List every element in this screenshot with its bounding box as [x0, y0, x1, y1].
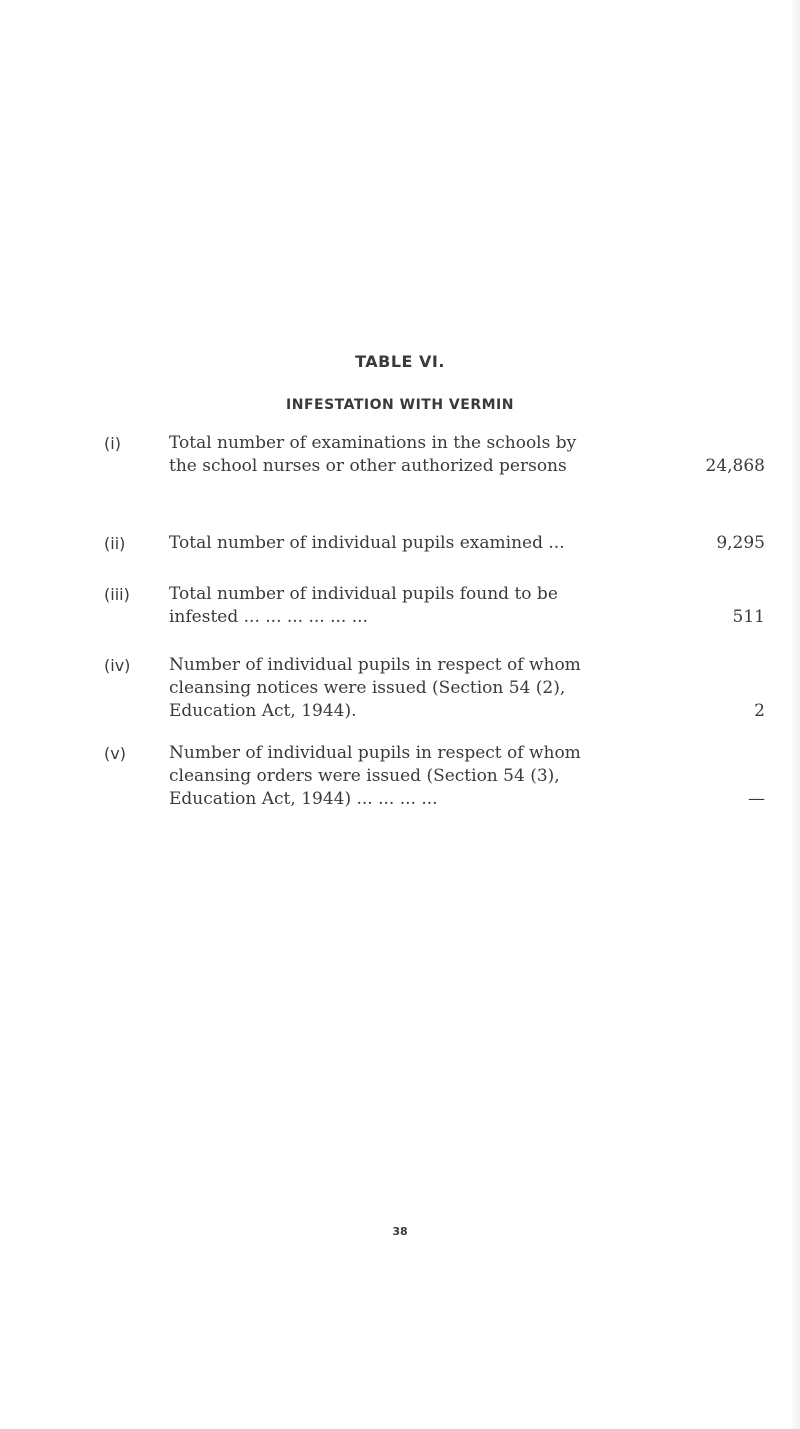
item-value: 511 — [732, 607, 765, 627]
item-text-line: cleansing orders were issued (Section 54 (3), — [169, 766, 560, 786]
table-subtitle: INFESTATION WITH VERMIN — [286, 397, 514, 413]
page-number: 38 — [392, 1225, 408, 1238]
item-number: (iv) — [104, 656, 131, 675]
item-number: (i) — [104, 434, 121, 453]
item-text-line: the school nurses or other authorized persons — [169, 456, 567, 476]
item-text-line: Education Act, 1944). — [169, 701, 357, 721]
item-description — [169, 432, 689, 478]
page-edge-shadow — [790, 0, 800, 1429]
item-text-line: Education Act, 1944) ... ... ... ... — [169, 789, 438, 809]
item-description — [169, 532, 689, 555]
item-number: (iii) — [104, 585, 130, 604]
item-text-line: cleansing notices were issued (Section 54 (2), — [169, 678, 566, 698]
item-description — [169, 654, 689, 723]
item-value: 2 — [754, 701, 765, 721]
item-text-line: infested ... ... ... ... ... ... — [169, 607, 368, 627]
item-description — [169, 583, 689, 629]
item-value: 24,868 — [705, 456, 765, 476]
item-text-line: Total number of individual pupils found to be — [169, 584, 558, 604]
item-value: 9,295 — [716, 533, 765, 553]
item-description — [169, 742, 689, 811]
item-number: (v) — [104, 744, 126, 763]
item-text-line: Number of individual pupils in respect of whom — [169, 655, 581, 675]
item-text-line: Number of individual pupils in respect of whom — [169, 743, 581, 763]
table-title: TABLE VI. — [355, 352, 445, 371]
item-text-line: Total number of examinations in the schools by — [169, 433, 577, 453]
item-value: — — [748, 789, 765, 809]
item-text-line: Total number of individual pupils examined ... — [169, 533, 565, 553]
item-number: (ii) — [104, 534, 126, 553]
